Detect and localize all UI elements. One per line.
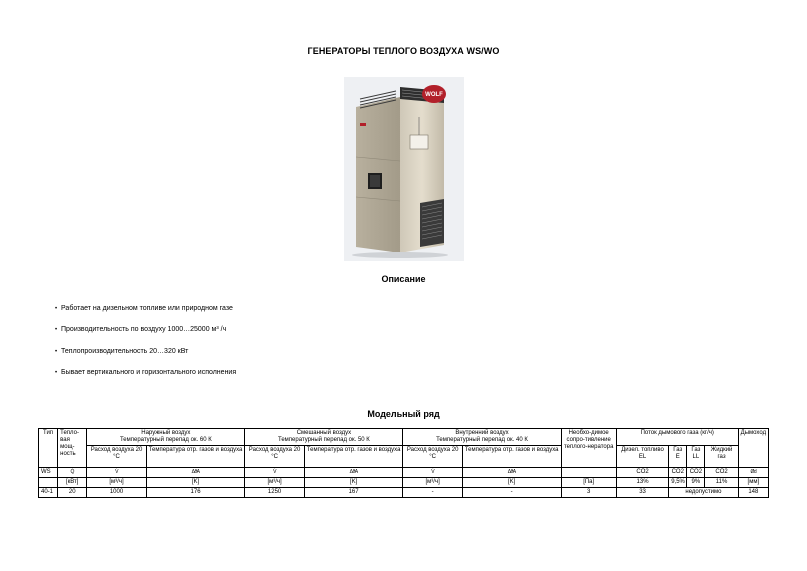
cell-unit: [K] (462, 478, 561, 488)
product-photo (344, 77, 464, 261)
subheader-gas-e: Газ E (669, 446, 687, 468)
cell-co2: CO2 (669, 468, 687, 478)
cell-value: 167 (304, 488, 403, 498)
cell-unit: [K] (304, 478, 403, 488)
header-heat-power: Тепло-вая мощ-ность (58, 429, 87, 468)
cell-value: 1000 (87, 488, 146, 498)
header-type: Тип (39, 429, 58, 468)
subheader-temp: Температура отр. газов и воздуха (304, 446, 403, 468)
header-chimney: Дымоход (738, 429, 768, 468)
header-required-resistance: Необхо-димое сопро-тивление теплого-нератора (561, 429, 616, 468)
cell-co2: CO2 (705, 468, 738, 478)
cell-unit: [м³/ч] (403, 478, 462, 488)
cell-unit: [кВт] (58, 478, 87, 488)
cell-unit: 11% (705, 478, 738, 488)
cell-symbol: Q̇ (58, 468, 87, 478)
cell-unit: [Па] (561, 478, 616, 488)
cell-value: 148 (738, 488, 768, 498)
header-flue-gas-flow: Поток дымового газа (кг/ч) (616, 429, 738, 446)
cell-unit: [м³/ч] (87, 478, 146, 488)
cell-symbol: V̇ (245, 468, 304, 478)
cell-symbol: Ød (738, 468, 768, 478)
cell-value: 20 (58, 488, 87, 498)
table-symbols-row (39, 468, 769, 478)
subheader-temp: Температура отр. газов и воздуха (146, 446, 245, 468)
header-indoor-air: Внутренний воздух Температурный перепад ок. 40 К (403, 429, 561, 446)
cell-value: - (462, 488, 561, 498)
cell-value: недопустимо (669, 488, 738, 498)
cell-unit: [м³/ч] (245, 478, 304, 488)
header-outdoor-air: Наружный воздух Температурный перепад ок. 60 К (87, 429, 245, 446)
header-mixed-air: Смешанный воздух Температурный перепад ок. 50 К (245, 429, 403, 446)
subheader-air-flow: Расход воздуха 20 °C (87, 446, 146, 468)
cell-model: 40-1 (39, 488, 58, 498)
cell-unit: 9% (687, 478, 705, 488)
cell-value: 176 (146, 488, 245, 498)
cell-symbol: ΔϑA (146, 468, 245, 478)
subheader-air-flow: Расход воздуха 20 °C (403, 446, 462, 468)
cell-value: - (403, 488, 462, 498)
list-item: • Бывает вертикального и горизонтального исполнения (55, 369, 237, 376)
cell-unit: [мм] (738, 478, 768, 488)
cell-unit: 9,5% (669, 478, 687, 488)
air-heater-illustration (344, 77, 464, 261)
subheader-diesel: Дизел. топливо EL (616, 446, 668, 468)
table-row (39, 488, 769, 498)
cell-co2: CO2 (687, 468, 705, 478)
page-title: ГЕНЕРАТОРЫ ТЕПЛОГО ВОЗДУХА WS/WO (307, 46, 500, 56)
cell-empty (39, 478, 58, 488)
cell-co2: CO2 (616, 468, 668, 478)
bullet-icon: • (55, 370, 58, 376)
brand-logo: WOLF (425, 92, 443, 98)
cell-empty (561, 468, 616, 478)
cell-unit: 13% (616, 478, 668, 488)
table-subheader-row (39, 446, 769, 468)
subheader-temp: Температура отр. газов и воздуха (462, 446, 561, 468)
description-heading: Описание (381, 274, 426, 284)
cell-symbol: ΔϑA (462, 468, 561, 478)
cell-unit: [K] (146, 478, 245, 488)
cell-value: 1250 (245, 488, 304, 498)
bullet-icon: • (55, 349, 58, 355)
models-table (38, 428, 769, 498)
cell-value: 3 (561, 488, 616, 498)
subheader-gas-ll: Газ LL (687, 446, 705, 468)
list-item: • Производительность по воздуху 1000…25000 м³ /ч (55, 326, 227, 333)
bullet-icon: • (55, 327, 58, 333)
subheader-liquid-gas: Жидкий газ (705, 446, 738, 468)
cell-symbol: V̇ (403, 468, 462, 478)
bullet-icon: • (55, 306, 58, 312)
table-header-row (39, 429, 769, 446)
list-item: • Теплопроизводительность 20…320 кВт (55, 348, 189, 355)
cell-symbol: ΔϑA (304, 468, 403, 478)
cell-value: 33 (616, 488, 668, 498)
cell-type: WS (39, 468, 58, 478)
list-item: • Работает на дизельном топливе или природном газе (55, 305, 233, 312)
models-heading: Модельный ряд (367, 409, 440, 419)
cell-symbol: V̇ (87, 468, 146, 478)
table-units-row (39, 478, 769, 488)
subheader-air-flow: Расход воздуха 20 °C (245, 446, 304, 468)
